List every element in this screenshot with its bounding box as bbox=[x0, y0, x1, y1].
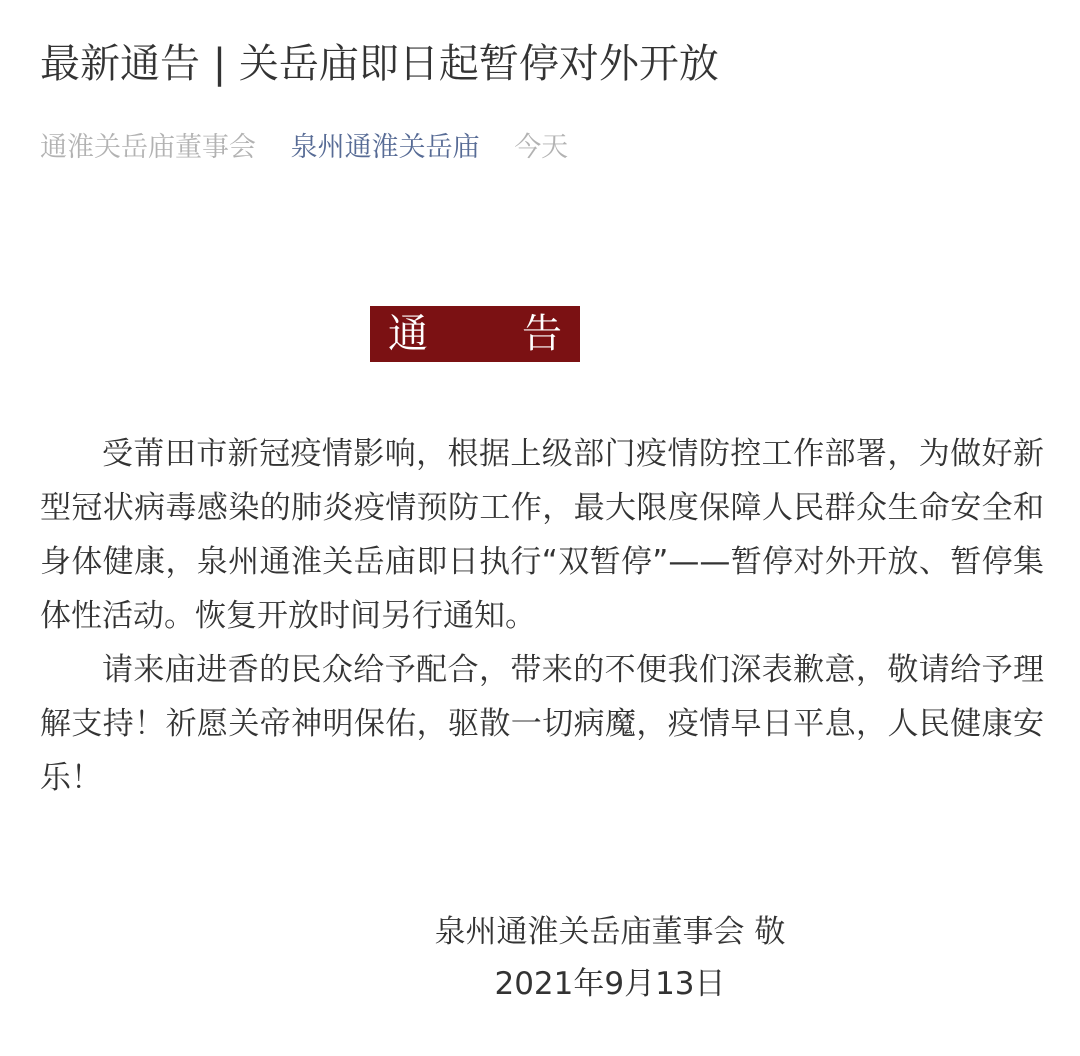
author-name: 通淮关岳庙董事会 bbox=[40, 132, 256, 163]
notice-body bbox=[40, 427, 1044, 805]
notice-banner-char-right: 告 bbox=[522, 311, 562, 357]
notice-paragraph-1: 受莆田市新冠疫情影响，根据上级部门疫情防控工作部署，为做好新型冠状病毒感染的肺炎疫情预防工作，最大限度保障人民群众生命安全和身体健康，泉州通淮关岳庙即日执行“双暂停”——暂停对外开放、暂停集体性活动。恢复开放时间另行通知。 bbox=[40, 436, 1044, 634]
signature-line: 泉州通淮关岳庙董事会 敬 bbox=[434, 914, 786, 950]
article-meta bbox=[40, 128, 594, 168]
notice-paragraph-2: 请来庙进香的民众给予配合，带来的不便我们深表歉意，敬请给予理解支持！祈愿关帝神明保佑，驱散一切病魔，疫情早日平息，人民健康安乐！ bbox=[40, 652, 1044, 796]
article-title: 最新通告 | 关岳庙即日起暂停对外开放 bbox=[40, 41, 719, 87]
account-link[interactable]: 泉州通淮关岳庙 bbox=[290, 132, 480, 163]
signature-date: 2021年9月13日 bbox=[494, 966, 726, 1002]
publish-date: 今天 bbox=[514, 132, 569, 163]
notice-banner-char-left: 通 bbox=[388, 311, 428, 357]
signature-block bbox=[300, 906, 920, 1010]
notice-banner bbox=[370, 306, 580, 362]
